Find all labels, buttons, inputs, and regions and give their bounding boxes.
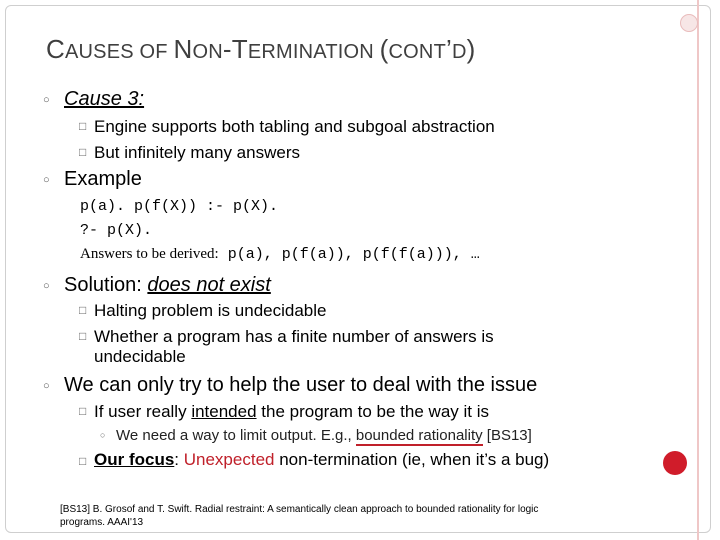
- cause-sub-2: But infinitely many answers: [94, 143, 300, 162]
- box-bullet-icon: □: [79, 454, 87, 468]
- small-ring-bullet-icon: ○: [100, 430, 106, 440]
- code-line-3: Answers to be derived: p(a), p(f(a)), p(f(f(a))), …: [80, 246, 480, 263]
- ring-bullet-icon: ○: [43, 174, 50, 186]
- decorative-circle-top: [680, 14, 698, 32]
- solution-sub-2a: Whether a program has a finite number of answers is: [94, 327, 494, 346]
- ring-bullet-icon: ○: [43, 380, 50, 392]
- ring-bullet-icon: ○: [43, 94, 50, 106]
- help-sub-1: If user really intended the program to be the way it is: [94, 402, 489, 421]
- cause-sub-1: Engine supports both tabling and subgoal abstraction: [94, 117, 495, 136]
- decorative-bar: [697, 0, 699, 540]
- focus-line: Our focus: Unexpected non-termination (ie, when it’s a bug): [94, 450, 550, 469]
- ring-bullet-icon: ○: [43, 280, 50, 292]
- example-heading: Example: [64, 168, 142, 190]
- slide-title: CAUSES OF NON-TERMINATION (CONT’D): [46, 34, 476, 64]
- solution-sub-2b: undecidable: [94, 347, 186, 366]
- cause-heading: Cause 3:: [64, 88, 145, 110]
- reference-line-2: programs. AAAI'13: [60, 517, 144, 528]
- help-heading: We can only try to help the user to deal with the issue: [64, 374, 538, 396]
- reference-line-1: [BS13] B. Grosof and T. Swift. Radial restraint: A semantically clean approach to bounded rationality for logic: [60, 504, 539, 515]
- box-bullet-icon: □: [79, 145, 87, 159]
- help-sub-1-detail: We need a way to limit output. E.g., bounded rationality [BS13]: [116, 427, 532, 444]
- box-bullet-icon: □: [79, 404, 87, 418]
- solution-heading: Solution: does not exist: [64, 274, 271, 296]
- code-line-1: p(a). p(f(X)) :- p(X).: [80, 198, 279, 215]
- solution-sub-1: Halting problem is undecidable: [94, 301, 327, 320]
- box-bullet-icon: □: [79, 119, 87, 133]
- code-line-2: ?- p(X).: [80, 222, 153, 239]
- decorative-circle-red: [663, 451, 687, 475]
- box-bullet-icon: □: [79, 329, 87, 343]
- box-bullet-icon: □: [79, 303, 87, 317]
